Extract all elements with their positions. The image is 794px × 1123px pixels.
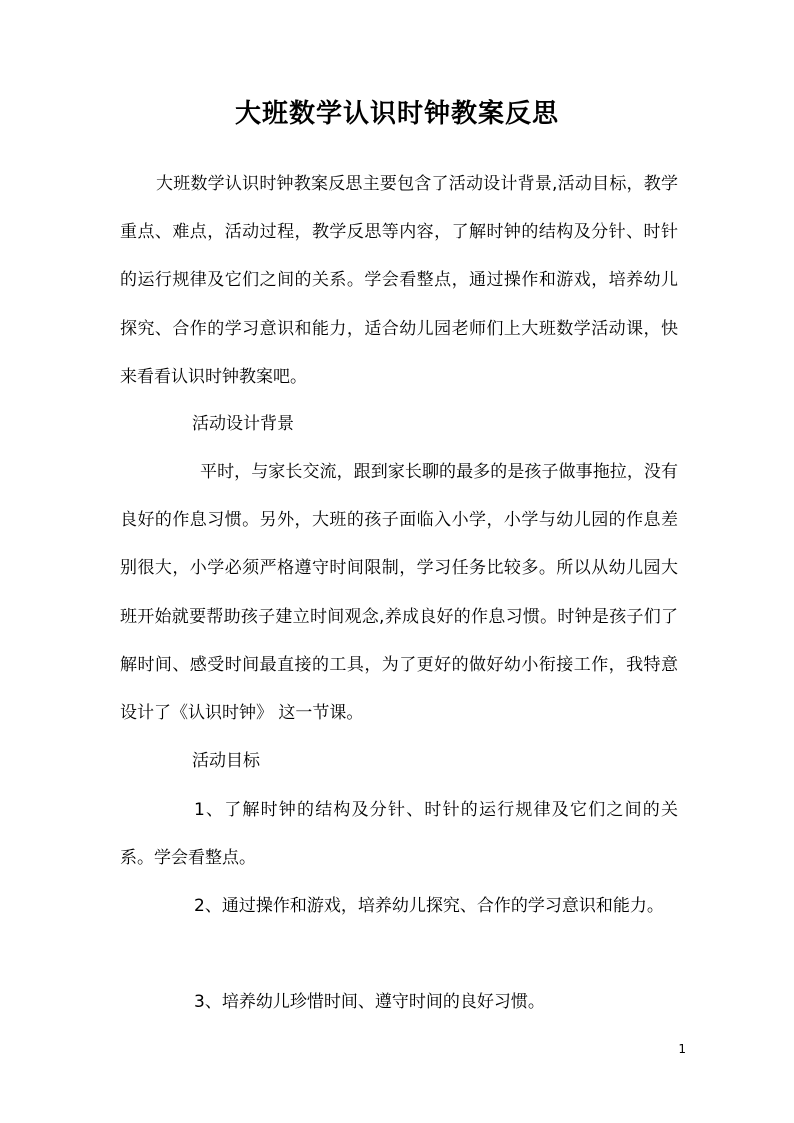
background-paragraph: 平时，与家长交流，跟到家长聊的最多的是孩子做事拖拉，没有良好的作息习惯。另外，大班的孩子面临入小学，小学与幼儿园的作息差别很大，小学必须严格遵守时间限制，学习任务比较多。所以从幼儿园大班开始就要帮助孩子建立时间观念,养成良好的作息习惯。时钟是孩子们了解时间、感受时间最直接的工具，为了更好的做好幼小衔接工作，我特意设计了《认识时钟》 这一节课。: [120, 462, 678, 724]
section-heading-goals: 活动目标: [192, 751, 260, 771]
intro-paragraph: 大班数学认识时钟教案反思主要包含了活动设计背景,活动目标，教学重点、难点，活动过程，教学反思等内容，了解时钟的结构及分针、时针的运行规律及它们之间的关系。学会看整点，通过操作和游戏，培养幼儿探究、合作的学习意识和能力，适合幼儿园老师们上大班数学活动课，快来看看认识时钟教案吧。: [120, 174, 678, 387]
page-number: 1: [678, 1042, 686, 1056]
goal-item-3: 3、培养幼儿珍惜时间、遵守时间的良好习惯。: [194, 992, 545, 1012]
section-heading-background: 活动设计背景: [192, 414, 294, 434]
goal-item-2: 2、通过操作和游戏，培养幼儿探究、合作的学习意识和能力。: [194, 896, 664, 916]
document-title: 大班数学认识时钟教案反思: [234, 99, 559, 129]
goal-item-1: 1、了解时钟的结构及分针、时针的运行规律及它们之间的关系。学会看整点。: [120, 800, 678, 869]
